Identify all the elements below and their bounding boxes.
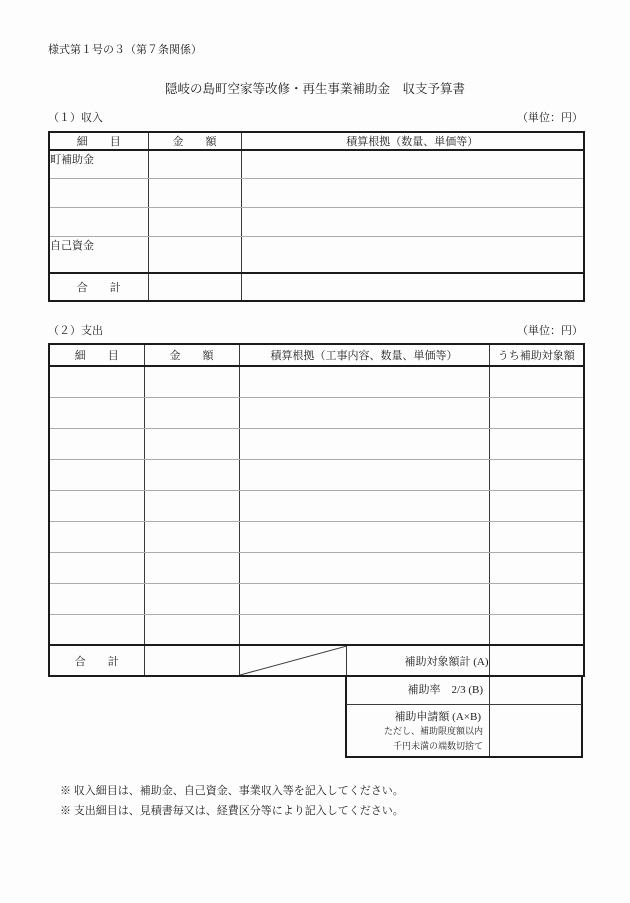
income-row: [49, 150, 584, 178]
income-total-row: [49, 273, 584, 301]
expense-subsidy-target-cell: [489, 428, 584, 459]
income-header-row: [49, 132, 584, 150]
expense-item-cell: [49, 459, 144, 490]
income-basis-cell: [241, 236, 584, 273]
expense-amount-cell: [144, 397, 239, 428]
expense-item-cell: [49, 397, 144, 428]
income-row: [49, 236, 584, 273]
expense-header-amount: 金 額: [144, 344, 239, 366]
income-section-label: （１）収入: [48, 112, 103, 124]
expense-subsidy-target-cell: [489, 521, 584, 552]
expense-basis-cell: [239, 521, 489, 552]
income-item-cell: 町補助金: [49, 150, 148, 178]
income-item-cell: [49, 178, 148, 207]
expense-row: [49, 614, 584, 645]
income-row: [49, 207, 584, 236]
expense-header-basis: 積算根拠（工事内容、数量、単価等）: [239, 344, 489, 366]
expense-item-cell: [49, 366, 144, 397]
expense-total-label: 合 計: [49, 645, 144, 676]
expense-row: [49, 521, 584, 552]
expense-amount-cell: [144, 521, 239, 552]
expense-amount-cell: [144, 490, 239, 521]
expense-unit-label: （単位：円）: [517, 325, 583, 337]
income-table: [48, 131, 585, 302]
expense-row: [49, 397, 584, 428]
income-section-header: [48, 111, 583, 126]
expense-subsidy-target-cell: [489, 583, 584, 614]
income-basis-cell: [241, 150, 584, 178]
expense-amount-cell: [144, 366, 239, 397]
expense-total-row: [49, 645, 584, 676]
expense-basis-cell: [239, 366, 489, 397]
subsidy-request-value-cell: [489, 705, 581, 756]
income-amount-cell: [148, 236, 241, 273]
income-header-basis: 積算根拠（数量、単価等）: [241, 132, 584, 150]
expense-row: [49, 428, 584, 459]
expense-subsidy-target-cell: [489, 397, 584, 428]
income-total-amount-cell: [148, 273, 241, 301]
income-total-basis-cell: [241, 273, 584, 301]
expense-item-cell: [49, 552, 144, 583]
subsidy-rate-row: [345, 677, 583, 705]
expense-row: [49, 459, 584, 490]
income-total-label: 合 計: [49, 273, 148, 301]
note-expense: ※ 支出細目は、見積書毎又は、経費区分等により記入してください。: [60, 805, 404, 817]
expense-header-item: 細 目: [49, 344, 144, 366]
income-item-cell: [49, 207, 148, 236]
subsidy-request-note2: 千円未満の端数切捨て: [392, 741, 483, 751]
expense-table: [48, 343, 585, 677]
income-basis-cell: [241, 207, 584, 236]
expense-section-label: （２）支出: [48, 325, 103, 337]
income-header-item: 細 目: [49, 132, 148, 150]
expense-item-cell: [49, 428, 144, 459]
subsidy-request-label-block: [347, 705, 489, 756]
expense-item-cell: [49, 583, 144, 614]
expense-basis-cell: [239, 490, 489, 521]
expense-subsidy-target-cell: [489, 366, 584, 397]
expense-amount-cell: [144, 428, 239, 459]
expense-basis-cell: [239, 614, 489, 645]
expense-amount-cell: [144, 552, 239, 583]
expense-amount-cell: [144, 614, 239, 645]
expense-basis-cell: [239, 583, 489, 614]
expense-basis-cell: [239, 397, 489, 428]
subsidy-request-note1: ただし、補助限度額以内: [383, 726, 483, 736]
expense-row: [49, 552, 584, 583]
income-item-cell: 自己資金: [49, 236, 148, 273]
expense-section-header: [48, 324, 583, 339]
expense-row: [49, 490, 584, 521]
expense-total-amount-cell: [144, 645, 239, 676]
income-basis-cell: [241, 178, 584, 207]
subsidy-rate-label: 補助率 2/3 (B): [407, 684, 483, 696]
expense-basis-cell: [239, 552, 489, 583]
income-header-amount: 金 額: [148, 132, 241, 150]
expense-subsidy-target-cell: [489, 614, 584, 645]
diagonal-line-icon: [240, 646, 347, 675]
expense-header-subsidy-target: うち補助対象額: [489, 344, 584, 366]
expense-item-cell: [49, 614, 144, 645]
subsidy-request-label: 補助申請額 (A×B): [394, 711, 481, 723]
subsidy-target-total-label: 補助対象額計 (A): [346, 645, 489, 676]
income-amount-cell: [148, 150, 241, 178]
page-title: 隠岐の島町空家等改修・再生事業補助金 収支予算書: [164, 82, 465, 96]
expense-amount-cell: [144, 459, 239, 490]
income-row: [49, 178, 584, 207]
diagonal-strike-cell: [239, 645, 346, 676]
income-unit-label: （単位：円）: [517, 112, 583, 124]
expense-subsidy-target-cell: [489, 459, 584, 490]
expense-subsidy-target-cell: [489, 552, 584, 583]
note-income: ※ 収入細目は、補助金、自己資金、事業収入等を記入してください。: [60, 785, 404, 797]
expense-basis-cell: [239, 459, 489, 490]
expense-header-row: [49, 344, 584, 366]
subsidy-request-row: [345, 705, 583, 758]
expense-item-cell: [49, 521, 144, 552]
notes: [60, 781, 404, 821]
subsidy-target-total-value-cell: [489, 645, 584, 676]
expense-row: [49, 366, 584, 397]
expense-item-cell: [49, 490, 144, 521]
income-amount-cell: [148, 207, 241, 236]
expense-basis-cell: [239, 428, 489, 459]
expense-amount-cell: [144, 583, 239, 614]
subsidy-rate-value-cell: [489, 677, 581, 704]
form-number: 様式第１号の３（第７条関係）: [48, 44, 202, 56]
expense-row: [49, 583, 584, 614]
income-amount-cell: [148, 178, 241, 207]
expense-subsidy-target-cell: [489, 490, 584, 521]
